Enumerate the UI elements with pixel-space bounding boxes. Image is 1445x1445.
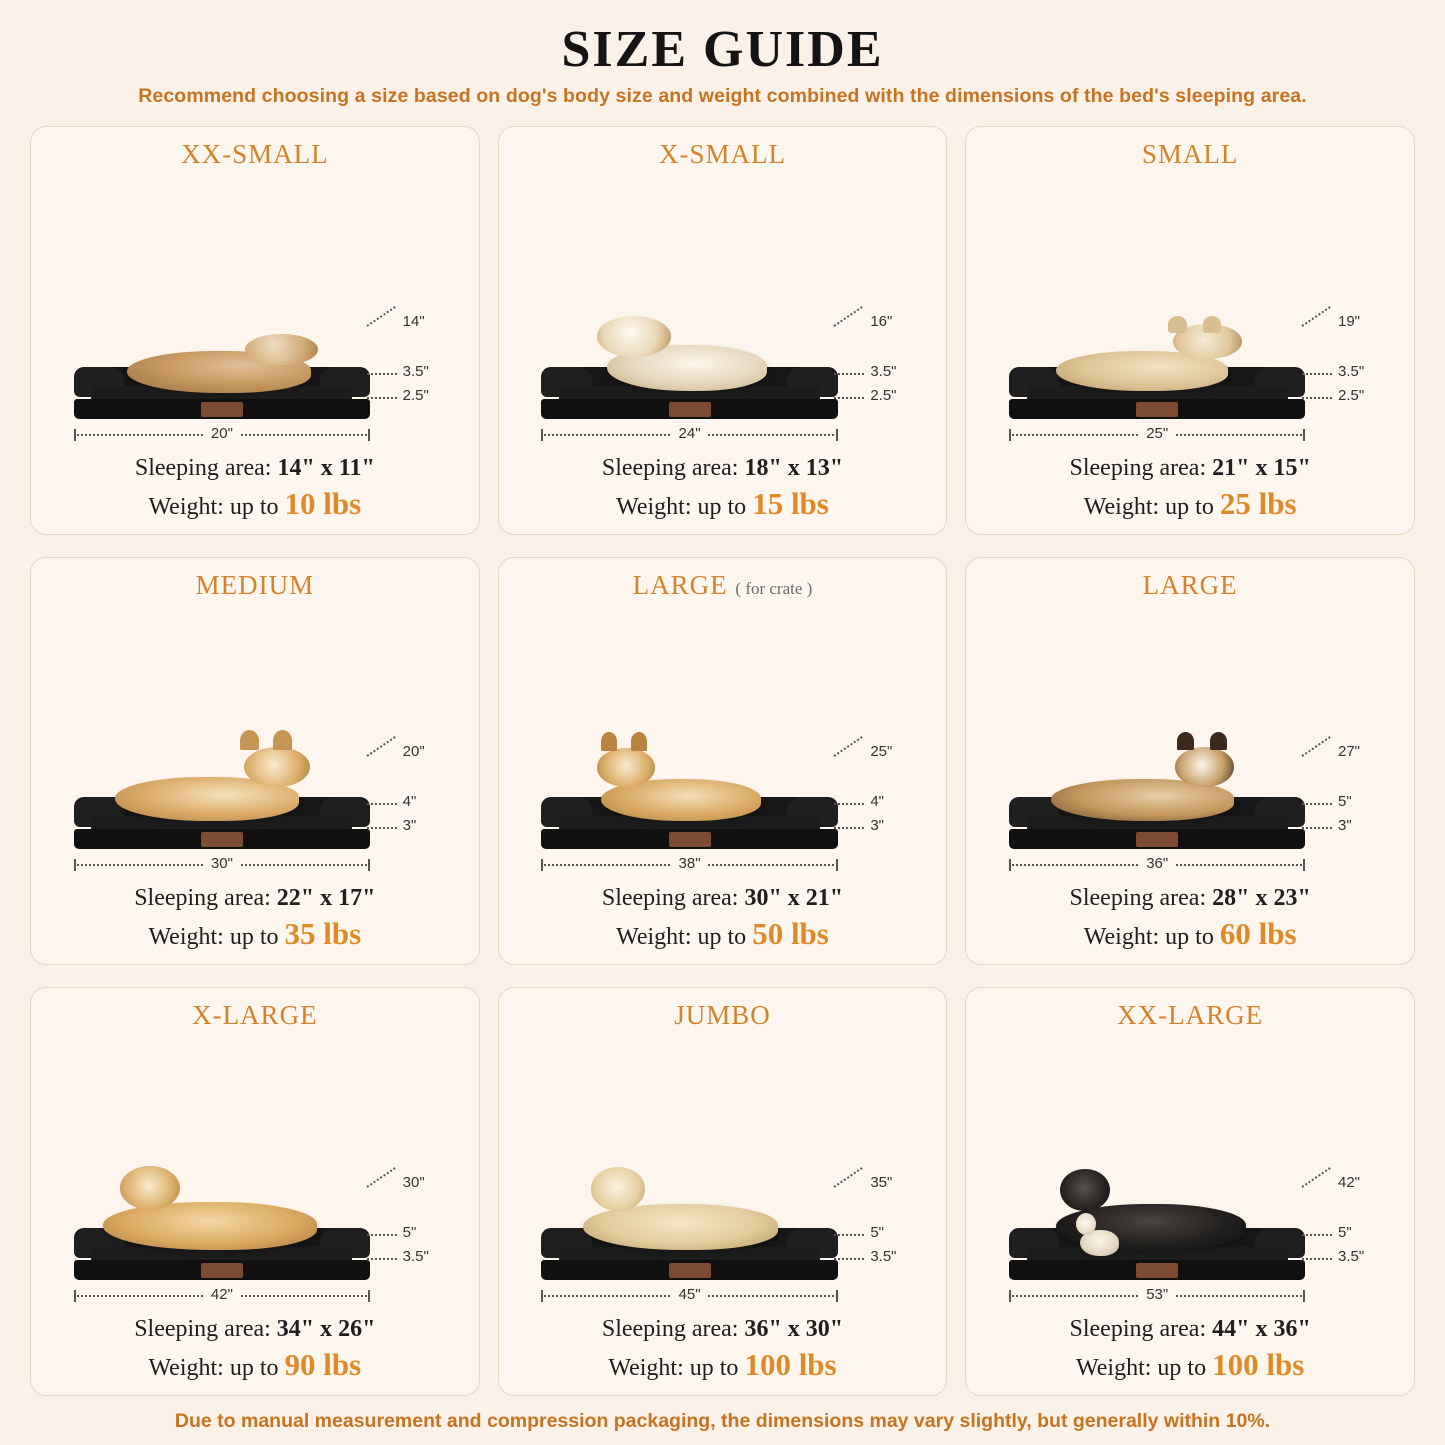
sleeping-area-label: Sleeping area: <box>601 885 745 912</box>
bed-figure <box>49 603 461 884</box>
size-specs <box>513 1316 933 1383</box>
sleeping-area-value: 28" x 23" <box>1212 885 1311 912</box>
size-specs <box>45 885 465 952</box>
animal-shih-tzu <box>607 345 767 391</box>
size-card-title <box>45 139 465 170</box>
sleeping-area-value: 21" x 15" <box>1212 454 1311 481</box>
depth-dimensions <box>363 311 459 419</box>
brand-tag <box>1136 1263 1178 1278</box>
width-cap-right <box>1303 1290 1305 1302</box>
depth-dimensions <box>1298 741 1394 849</box>
brand-tag <box>201 402 243 417</box>
depth-value: 20" <box>402 743 425 761</box>
brand-tag <box>669 832 711 847</box>
weight-label: Weight: up to <box>616 924 753 951</box>
weight-label: Weight: up to <box>608 1354 745 1381</box>
height-mid-value: 5" <box>870 1223 884 1241</box>
weight-row <box>980 486 1400 522</box>
animal-ear-right <box>631 732 647 750</box>
size-name: LARGE <box>632 569 728 600</box>
depth-dimensions <box>830 1172 926 1280</box>
depth-value: 42" <box>1337 1173 1360 1191</box>
sleeping-area-value: 44" x 36" <box>1212 1315 1311 1342</box>
size-card <box>30 126 480 535</box>
bed-figure <box>517 603 929 884</box>
sleeping-area-label: Sleeping area: <box>134 885 277 912</box>
size-card-title <box>45 1000 465 1031</box>
size-name: XX-LARGE <box>1117 1000 1264 1031</box>
weight-label: Weight: up to <box>1076 1354 1213 1381</box>
size-card-title <box>513 570 933 601</box>
dog-bed-illustration <box>1009 353 1305 419</box>
weight-label: Weight: up to <box>148 493 285 520</box>
weight-row <box>513 486 933 522</box>
width-value: 20" <box>204 425 240 442</box>
leader-line-top <box>1301 736 1330 757</box>
footer-note: Due to manual measurement and compression packaging, the dimensions may vary slightly, but generally within 10%. <box>174 1410 1271 1432</box>
weight-value: 60 lbs <box>1219 916 1297 952</box>
weight-label: Weight: up to <box>1083 493 1220 520</box>
size-card-title <box>513 139 933 170</box>
height-mid-value: 5" <box>1337 1223 1352 1241</box>
animal-head-small <box>1076 1213 1096 1235</box>
sleeping-area-label: Sleeping area: <box>134 454 278 481</box>
height-bottom-value: 3" <box>1337 817 1352 835</box>
animal-french-bulldog <box>1056 351 1228 391</box>
leader-line-top <box>1301 306 1330 327</box>
sleeping-area-label: Sleeping area: <box>601 454 745 481</box>
width-value: 45" <box>672 1286 708 1303</box>
height-bottom-value: 2.5" <box>402 386 429 404</box>
size-specs <box>513 455 933 522</box>
depth-value: 19" <box>1337 312 1360 330</box>
leader-line-mid <box>367 803 397 805</box>
width-cap-right <box>1303 859 1305 871</box>
width-cap-left <box>74 859 76 871</box>
bed-figure <box>984 603 1396 884</box>
width-cap-left <box>74 1290 76 1302</box>
width-cap-right <box>1303 429 1305 441</box>
leader-line-mid <box>834 1234 864 1236</box>
weight-row <box>45 916 465 952</box>
leader-line-bottom <box>834 1258 864 1260</box>
size-card <box>965 987 1415 1396</box>
size-specs <box>45 1316 465 1383</box>
sleeping-area-value: 18" x 13" <box>744 454 844 481</box>
dog-bed-illustration <box>541 353 837 419</box>
sleeping-area-value: 22" x 17" <box>276 885 376 912</box>
width-value: 24" <box>672 425 708 442</box>
size-card-title <box>513 1000 933 1031</box>
size-card <box>30 987 480 1396</box>
size-specs <box>980 455 1400 522</box>
width-cap-left <box>541 429 543 441</box>
height-bottom-value: 3.5" <box>402 1247 429 1265</box>
size-card-title <box>980 1000 1400 1031</box>
width-value: 42" <box>204 1286 240 1303</box>
depth-value: 27" <box>1337 743 1360 761</box>
animal-head <box>597 316 671 356</box>
sleeping-area-label: Sleeping area: <box>1069 885 1213 912</box>
size-card <box>498 557 948 966</box>
leader-line-bottom <box>834 397 864 399</box>
brand-tag <box>669 402 711 417</box>
leader-line-mid <box>367 373 397 375</box>
leader-line-top <box>834 306 863 327</box>
height-bottom-value: 3.5" <box>1337 1247 1365 1265</box>
weight-value: 100 lbs <box>1212 1346 1305 1382</box>
brand-tag <box>201 832 243 847</box>
animal-golden-retriever <box>103 1202 316 1250</box>
leader-line-bottom <box>834 827 864 829</box>
weight-row <box>980 916 1400 952</box>
weight-value: 15 lbs <box>752 485 829 521</box>
width-value: 30" <box>204 855 240 872</box>
width-dimension <box>541 1286 837 1306</box>
height-mid-value: 3.5" <box>870 362 897 380</box>
sleeping-area-row <box>980 1316 1400 1343</box>
size-card-grid <box>30 126 1415 1396</box>
height-mid-value: 3.5" <box>402 362 429 380</box>
weight-value: 10 lbs <box>284 485 362 521</box>
animal-border-collie <box>1051 779 1235 821</box>
sleeping-area-label: Sleeping area: <box>1069 1315 1213 1342</box>
sleeping-area-row <box>980 455 1400 482</box>
width-cap-left <box>1009 429 1011 441</box>
width-cap-left <box>74 429 76 441</box>
height-bottom-value: 2.5" <box>870 386 897 404</box>
size-card <box>30 557 480 966</box>
size-card <box>965 126 1415 535</box>
bed-figure <box>517 1033 929 1314</box>
width-cap-left <box>1009 859 1011 871</box>
dog-bed-illustration <box>541 777 837 849</box>
weight-value: 100 lbs <box>744 1346 837 1382</box>
width-cap-right <box>836 859 838 871</box>
sleeping-area-value: 30" x 21" <box>744 885 844 912</box>
depth-dimensions <box>830 741 926 849</box>
size-note: ( for crate ) <box>735 578 813 598</box>
size-name: LARGE <box>1142 569 1238 600</box>
height-bottom-value: 2.5" <box>1337 386 1365 404</box>
size-specs <box>980 885 1400 952</box>
animal-head <box>245 334 319 365</box>
width-cap-right <box>368 859 370 871</box>
dog-bed-illustration <box>74 353 370 419</box>
brand-tag <box>201 1263 243 1278</box>
width-value: 25" <box>1139 425 1175 442</box>
depth-dimensions <box>1298 311 1394 419</box>
size-name: X-LARGE <box>192 1000 318 1031</box>
weight-row <box>980 1347 1400 1383</box>
dog-bed-illustration <box>1009 777 1305 849</box>
size-name: MEDIUM <box>195 569 315 600</box>
depth-value: 16" <box>870 312 893 330</box>
weight-row <box>45 1347 465 1383</box>
height-mid-value: 4" <box>870 793 884 811</box>
animal-shiba-inu <box>601 779 761 821</box>
animal-chihuahua <box>1080 1230 1119 1256</box>
width-value: 53" <box>1139 1286 1175 1303</box>
weight-label: Weight: up to <box>148 1354 285 1381</box>
depth-dimensions <box>830 311 926 419</box>
bed-figure <box>49 172 461 453</box>
size-card-title <box>980 570 1400 601</box>
width-dimension <box>74 1286 370 1306</box>
sleeping-area-label: Sleeping area: <box>601 1315 745 1342</box>
animal-head <box>597 748 655 787</box>
width-cap-left <box>541 1290 543 1302</box>
sleeping-area-label: Sleeping area: <box>134 1315 277 1342</box>
size-specs <box>980 1316 1400 1383</box>
sleeping-area-row <box>513 455 933 482</box>
animal-cat-ragdoll <box>127 351 311 393</box>
animal-ear-right <box>1203 316 1222 333</box>
bed-figure <box>517 172 929 453</box>
size-name: JUMBO <box>674 1000 771 1031</box>
width-dimension <box>541 855 837 875</box>
dog-bed-illustration <box>74 1204 370 1280</box>
animal-ear-left <box>240 730 258 750</box>
dog-bed-illustration <box>1009 1204 1305 1280</box>
sleeping-area-label: Sleeping area: <box>1069 454 1213 481</box>
weight-row <box>45 486 465 522</box>
animal-corgi <box>115 777 299 821</box>
leader-line-top <box>366 1167 395 1188</box>
leader-line-bottom <box>1302 1258 1332 1260</box>
leader-line-mid <box>834 803 864 805</box>
depth-dimensions <box>1298 1172 1394 1280</box>
leader-line-mid <box>367 1234 397 1236</box>
animal-head <box>1175 747 1234 786</box>
sleeping-area-row <box>45 885 465 912</box>
animal-head <box>120 1166 180 1210</box>
sleeping-area-row <box>45 1316 465 1343</box>
sleeping-area-value: 14" x 11" <box>277 454 375 481</box>
leader-line-top <box>834 736 863 757</box>
leader-line-mid <box>1302 1234 1332 1236</box>
width-cap-right <box>836 1290 838 1302</box>
width-cap-left <box>1009 1290 1011 1302</box>
leader-line-top <box>366 736 395 757</box>
size-name: SMALL <box>1141 139 1239 169</box>
page-subtitle: Recommend choosing a size based on dog's body size and weight combined with the dimensions of the bed's sleeping area. <box>138 85 1307 107</box>
size-card-title <box>45 570 465 601</box>
animal-head <box>244 747 310 787</box>
height-mid-value: 5" <box>402 1223 417 1241</box>
width-value: 38" <box>672 855 708 872</box>
width-dimension <box>1009 425 1305 445</box>
depth-value: 30" <box>402 1173 425 1191</box>
width-dimension <box>1009 855 1305 875</box>
width-cap-right <box>368 1290 370 1302</box>
size-card-title <box>980 139 1400 170</box>
animal-ear-right <box>273 730 291 750</box>
height-mid-value: 3.5" <box>1337 362 1365 380</box>
bed-figure <box>984 172 1396 453</box>
animal-head <box>1060 1169 1109 1211</box>
size-card <box>498 987 948 1396</box>
width-cap-right <box>836 429 838 441</box>
height-bottom-value: 3" <box>402 817 417 835</box>
weight-value: 35 lbs <box>284 916 362 952</box>
depth-value: 35" <box>870 1173 893 1191</box>
sleeping-area-row <box>980 885 1400 912</box>
leader-line-bottom <box>1302 397 1332 399</box>
leader-line-top <box>366 306 395 327</box>
leader-line-mid <box>834 373 864 375</box>
brand-tag <box>1136 832 1178 847</box>
width-value: 36" <box>1139 855 1175 872</box>
animal-ear-left <box>601 732 617 750</box>
size-name: XX-SMALL <box>181 139 329 169</box>
dog-bed-illustration <box>541 1204 837 1280</box>
sleeping-area-value: 36" x 30" <box>744 1315 844 1342</box>
width-dimension <box>541 425 837 445</box>
brand-tag <box>669 1263 711 1278</box>
depth-value: 14" <box>402 312 425 330</box>
leader-line-bottom <box>1302 827 1332 829</box>
height-mid-value: 5" <box>1337 793 1352 811</box>
brand-tag <box>1136 402 1178 417</box>
bed-figure <box>984 1033 1396 1314</box>
leader-line-top <box>834 1167 863 1188</box>
width-cap-left <box>541 859 543 871</box>
depth-dimensions <box>363 1172 459 1280</box>
width-cap-right <box>368 429 370 441</box>
weight-value: 50 lbs <box>752 916 829 952</box>
sleeping-area-row <box>45 455 465 482</box>
weight-label: Weight: up to <box>616 493 753 520</box>
height-bottom-value: 3" <box>870 817 884 835</box>
weight-row <box>513 916 933 952</box>
leader-line-top <box>1301 1167 1330 1188</box>
width-dimension <box>74 855 370 875</box>
size-card <box>965 557 1415 966</box>
animal-ear-right <box>1210 732 1227 750</box>
leader-line-bottom <box>367 397 397 399</box>
page-title: SIZE GUIDE <box>561 21 884 78</box>
depth-value: 25" <box>870 743 893 761</box>
width-dimension <box>74 425 370 445</box>
animal-ear-left <box>1177 732 1194 750</box>
height-bottom-value: 3.5" <box>870 1247 897 1265</box>
size-specs <box>45 455 465 522</box>
weight-value: 90 lbs <box>284 1346 362 1382</box>
bed-figure <box>49 1033 461 1314</box>
size-name: X-SMALL <box>658 139 786 169</box>
sleeping-area-row <box>513 1316 933 1343</box>
dog-bed-illustration <box>74 777 370 849</box>
animal-ear-left <box>1168 316 1187 333</box>
animal-head <box>591 1167 646 1211</box>
leader-line-mid <box>1302 803 1332 805</box>
sleeping-area-row <box>513 885 933 912</box>
depth-dimensions <box>363 741 459 849</box>
weight-label: Weight: up to <box>148 924 285 951</box>
weight-row <box>513 1347 933 1383</box>
leader-line-mid <box>1302 373 1332 375</box>
weight-value: 25 lbs <box>1219 485 1297 521</box>
leader-line-bottom <box>367 1258 397 1260</box>
size-card <box>498 126 948 535</box>
animal-labrador <box>583 1204 779 1250</box>
sleeping-area-value: 34" x 26" <box>276 1315 376 1342</box>
size-specs <box>513 885 933 952</box>
width-dimension <box>1009 1286 1305 1306</box>
weight-label: Weight: up to <box>1083 924 1220 951</box>
height-mid-value: 4" <box>402 793 417 811</box>
leader-line-bottom <box>367 827 397 829</box>
